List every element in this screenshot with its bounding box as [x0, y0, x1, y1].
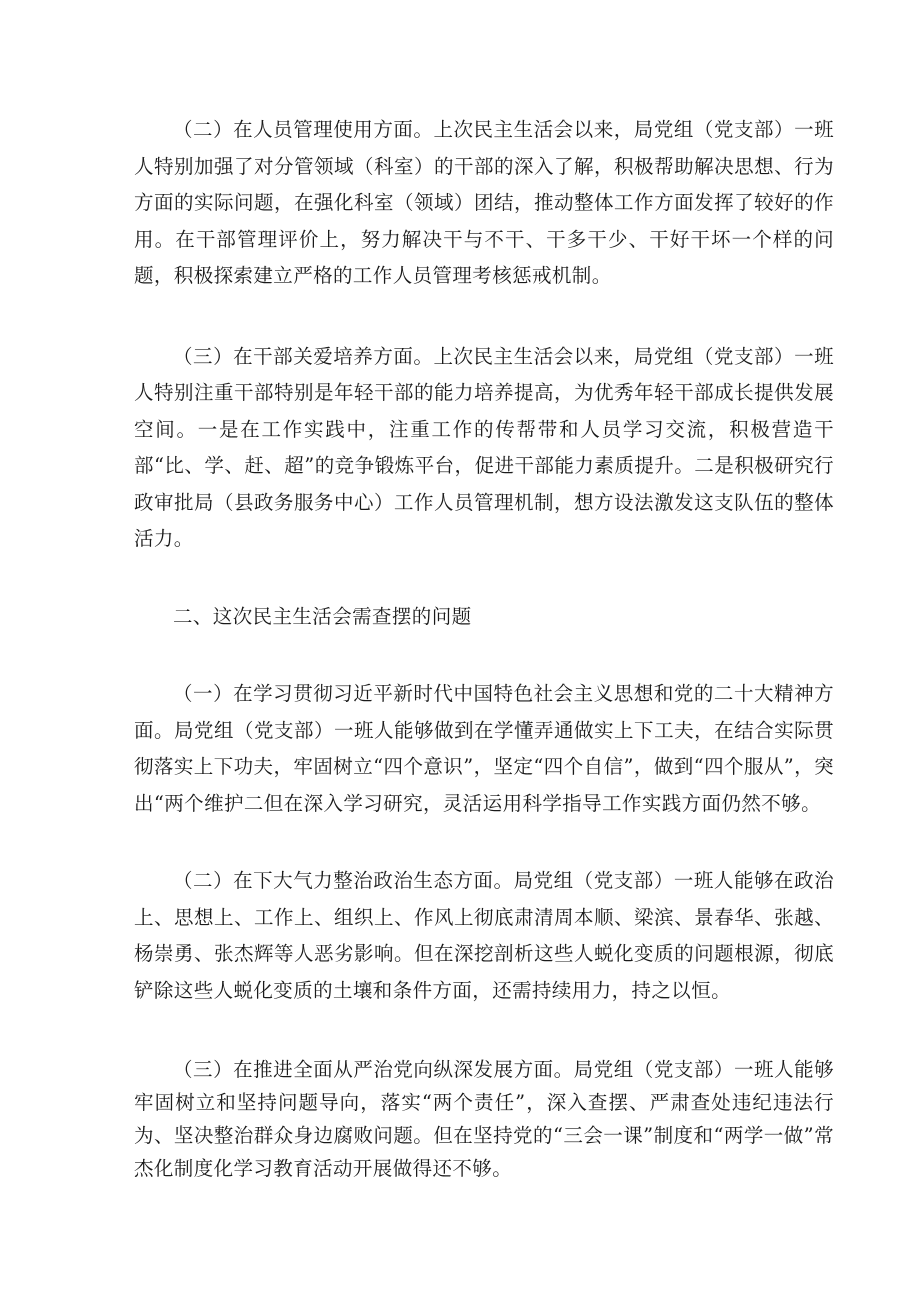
section-heading: 二、这次民主生活会需查摆的问题 [173, 604, 472, 628]
paragraph-cadre-care: （三）在干部关爱培养方面。上次民主生活会以来，局党组（党支部）一班人特别注重干部特别是年轻干部的能力培养提高，为优秀年轻干部成长提供发展空间。一是在工作实践中，注重工作的传帮带和人员学习交流，积极营造干部“比、学、赶、超”的竞争锻炼平台，促进干部能力素质提升。二是积极研究行政审批局（县政务服务中心）工作人员管理机制，想方设法激发这支队伍的整体活力。 [134, 344, 834, 550]
paragraph-personnel-management: （二）在人员管理使用方面。上次民主生活会以来，局党组（党支部）一班人特别加强了对分管领域（科室）的干部的深入了解，积极帮助解决思想、行为方面的实际问题，在强化科室（领域）团结，推动整体工作方面发挥了较好的作用。在干部管理评价上，努力解决干与不干、干多干少、干好干坏一个样的问题，积极探索建立严格的工作人员管理考核惩戒机制。 [134, 118, 834, 287]
paragraph-party-governance: （三）在推进全面从严治党向纵深发展方面。局党组（党支部）一班人能够牢固树立和坚持问题导向，落实“两个责任”，深入查摆、严肃查处违纪违法行为、坚决整治群众身边腐败问题。但在坚持党的“三会一课”制度和“两学一做”常杰化制度化学习教育活动开展做得还不够。 [134, 1058, 834, 1180]
paragraph-political-ecology: （二）在下大气力整治政治生态方面。局党组（党支部）一班人能够在政治上、思想上、工作上、组织上、作风上彻底肃清周本顺、梁滨、景春华、张越、杨崇勇、张杰辉等人恶劣影响。但在深挖剖析这些人蜕化变质的问题根源，彻底铲除这些人蜕化变质的土壤和条件方面，还需持续用力，持之以恒。 [134, 869, 834, 1002]
paragraph-study-implementation: （一）在学习贯彻习近平新时代中国特色社会主义思想和党的二十大精神方面。局党组（党支部）一班人能够做到在学懂弄通做实上下工夫，在结合实际贯彻落实上下功夫，牢固树立“四个意识”，坚定“四个自信”，做到“四个服从”，突出“两个维护二但在深入学习研究，灵活运用科学指导工作实践方面仍然不够。 [134, 682, 834, 815]
